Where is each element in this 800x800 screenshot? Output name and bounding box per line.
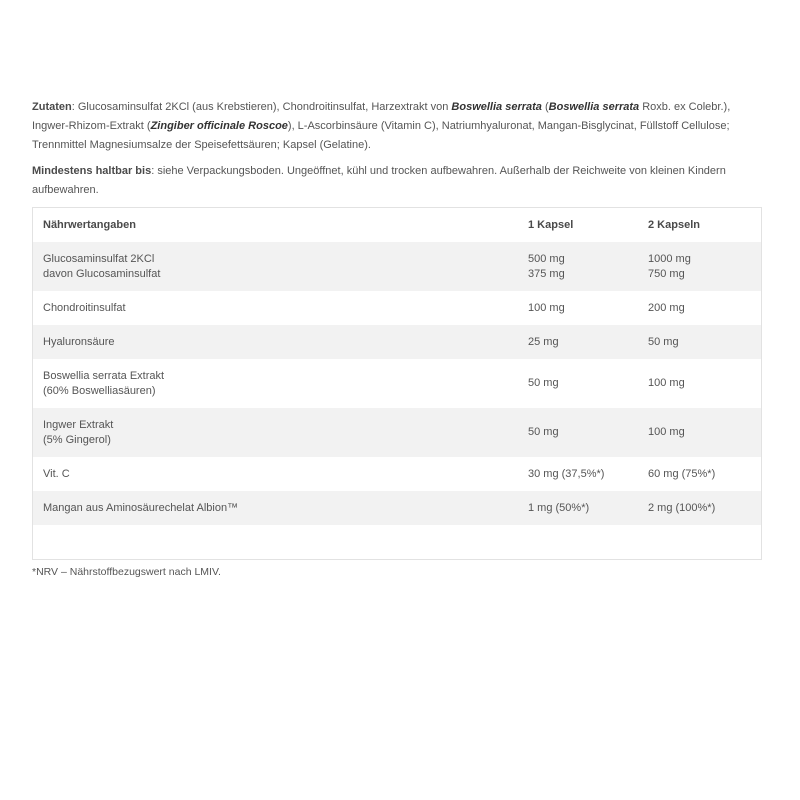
- ingredients-segment: (: [541, 101, 549, 113]
- nutrient-name-cell: [33, 491, 518, 525]
- one-capsule-value: 1 mg (50%*): [528, 501, 590, 514]
- header-two-capsules: 2 Kapseln: [638, 208, 761, 242]
- footnote: *NRV – Nährstoffbezugswert nach LMIV.: [32, 566, 221, 578]
- header-nutrition: Nährwertangaben: [33, 208, 518, 242]
- one-capsule-value-cell: [518, 457, 638, 491]
- one-capsule-value-cell: [518, 325, 638, 359]
- two-capsules-value-cell: [638, 491, 761, 525]
- nutrient-name: (5% Gingerol): [43, 433, 111, 446]
- one-capsule-value-cell: [518, 525, 638, 559]
- two-capsules-value-cell: [638, 359, 761, 408]
- one-capsule-value-cell: [518, 242, 638, 291]
- two-capsules-value: 1000 mg: [648, 252, 691, 265]
- two-capsules-value: 60 mg (75%*): [648, 467, 716, 480]
- two-capsules-value-cell: [638, 457, 761, 491]
- table-row: [33, 491, 761, 525]
- nutrient-name: Hyaluronsäure: [43, 335, 115, 348]
- botanical-name: Zingiber officinale Roscoe: [150, 120, 288, 132]
- nutrient-name-cell: [33, 242, 518, 291]
- nutrient-name-cell: [33, 359, 518, 408]
- nutrient-name: Vit. C: [43, 467, 70, 480]
- ingredients-segment: Roxb. ex Colebr.), Ingwer-Rhizom-Extrakt (: [32, 101, 731, 132]
- one-capsule-value: 50 mg: [528, 426, 559, 438]
- ingredients-segment: ), L-Ascorbinsäure (Vitamin C), Natriumhyaluronat, Mangan-Bisglycinat, Füllstoff Cellulose; Trennmittel Magnesiumsalze der Speisefettsäuren; Kapsel (Gelatine).: [32, 120, 730, 151]
- best-before-text: : siehe Verpackungsboden. Ungeöffnet, kühl und trocken aufbewahren. Außerhalb der Reichweite von kleinen Kindern aufbewahren.: [32, 165, 726, 196]
- two-capsules-value: 750 mg: [648, 267, 685, 280]
- one-capsule-value-cell: [518, 408, 638, 457]
- two-capsules-value: 50 mg: [648, 335, 679, 348]
- nutrient-name: Ingwer Extrakt: [43, 418, 114, 431]
- one-capsule-value: 30 mg (37,5%*): [528, 467, 605, 480]
- nutrient-name-cell: [33, 325, 518, 359]
- table-row: [33, 457, 761, 491]
- table-row: [33, 242, 761, 291]
- nutrient-name: Glucosaminsulfat 2KCl: [43, 252, 155, 265]
- ingredients-text: [32, 101, 730, 151]
- nutrient-name-cell: [33, 291, 518, 325]
- two-capsules-value-cell: [638, 325, 761, 359]
- ingredients-segment: Glucosaminsulfat 2KCl (aus Krebstieren), Chondroitinsulfat, Harzextrakt von: [77, 101, 452, 113]
- one-capsule-value: 50 mg: [528, 377, 559, 389]
- nutrient-name: Mangan aus Aminosäurechelat Albion™: [43, 501, 239, 514]
- one-capsule-value: 25 mg: [528, 335, 559, 348]
- nutrient-name-cell: [33, 457, 518, 491]
- ingredients-segment: [549, 101, 640, 113]
- nutrient-name-cell: [33, 408, 518, 457]
- product-info: [32, 98, 762, 578]
- one-capsule-value-cell: [518, 359, 638, 408]
- best-before-paragraph: [32, 162, 762, 200]
- ingredients-label: Zutaten: [32, 101, 72, 113]
- table-row: [33, 525, 761, 559]
- ingredients-segment: [451, 101, 542, 113]
- two-capsules-value-cell: [638, 525, 761, 559]
- two-capsules-value: 100 mg: [648, 377, 685, 389]
- ingredients-paragraph: Zutaten: Glucosaminsulfat 2KCl (aus Krebstieren), Chondroitinsulfat, Harzextrakt von Boswellia serrata (Boswellia serrata Roxb. ex Colebr.), Ingwer-Rhizom-Extrakt (Zingiber officinale Roscoe), L-Ascorbinsäure (Vitamin C), Natriumhyaluronat, Mangan-Bisglycinat, Füllstoff Cellulose; Trennmittel Magnesiumsalze der Speisefettsäuren; Kapsel (Gelatine).: [32, 101, 731, 151]
- ingredients-segment: [151, 120, 288, 132]
- two-capsules-value-cell: [638, 408, 761, 457]
- two-capsules-value: 2 mg (100%*): [648, 501, 716, 514]
- nutrient-name: (60% Boswelliasäuren): [43, 384, 156, 397]
- nutrient-name: Boswellia serrata Extrakt: [43, 369, 165, 382]
- two-capsules-value: 100 mg: [648, 426, 685, 438]
- best-before-label: Mindestens haltbar bis: [32, 165, 152, 177]
- two-capsules-value-cell: [638, 291, 761, 325]
- one-capsule-value-cell: [518, 491, 638, 525]
- table-row: [33, 359, 761, 408]
- table-header-row: [33, 208, 761, 242]
- botanical-name: Boswellia serrata: [548, 101, 640, 113]
- table-body: [33, 242, 761, 559]
- nutrient-name-cell: [33, 525, 518, 559]
- nutrient-name: Chondroitinsulfat: [43, 301, 126, 314]
- botanical-name: Boswellia serrata: [451, 101, 542, 113]
- table-row: [33, 408, 761, 457]
- nutrition-table: [33, 208, 761, 559]
- two-capsules-value: 200 mg: [648, 301, 685, 314]
- one-capsule-value: 375 mg: [528, 267, 565, 280]
- one-capsule-value: 500 mg: [528, 252, 565, 265]
- one-capsule-value-cell: [518, 291, 638, 325]
- table-row: [33, 325, 761, 359]
- nutrient-name: davon Glucosaminsulfat: [43, 267, 161, 280]
- nutrition-table-container: [32, 207, 762, 560]
- table-row: [33, 291, 761, 325]
- two-capsules-value-cell: [638, 242, 761, 291]
- one-capsule-value: 100 mg: [528, 301, 565, 314]
- header-one-capsule: 1 Kapsel: [518, 208, 638, 242]
